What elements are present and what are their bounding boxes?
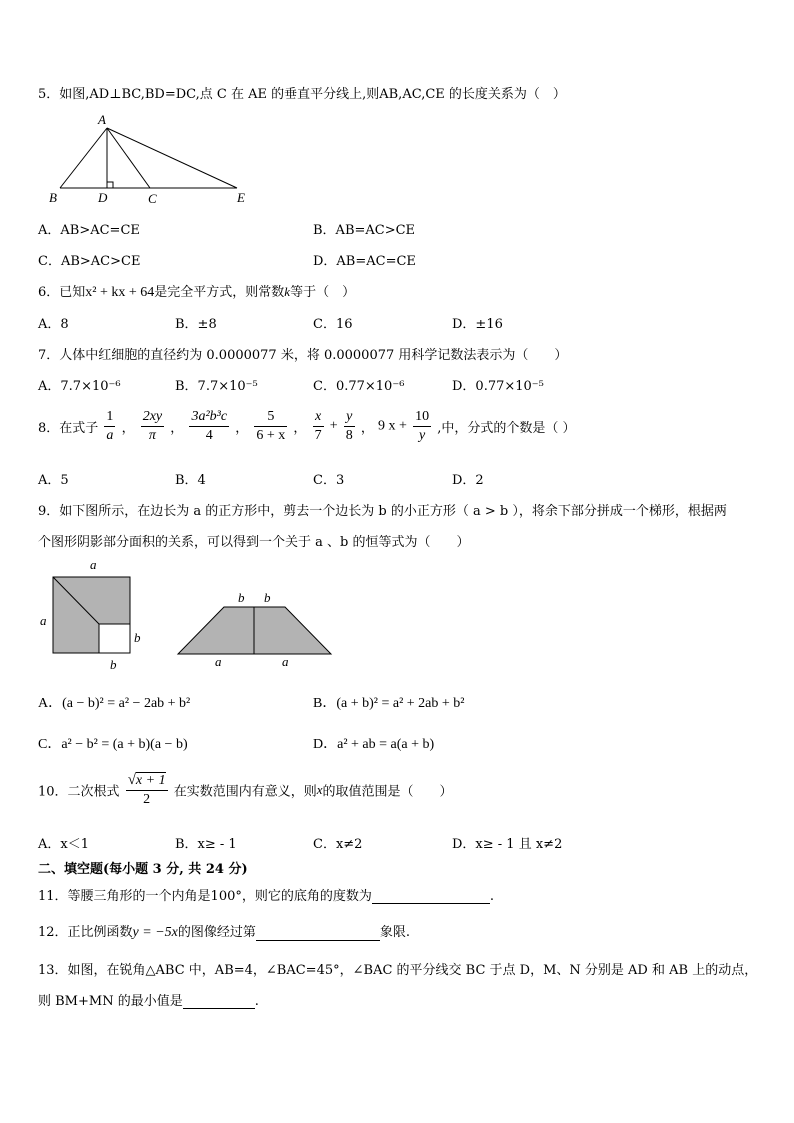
q6-option-c[interactable]: C．16	[313, 317, 353, 332]
q8-fraction-4: $\frac{5}{6 + x}$	[256, 409, 286, 443]
q10-pre: 10．二次根式	[38, 784, 120, 800]
q12-answer-blank[interactable]	[256, 926, 380, 941]
q8-plus: +	[329, 418, 338, 434]
q13-stem-line2	[38, 990, 259, 1009]
q10-post: 在实数范围内有意义，则	[173, 784, 317, 800]
q8-stem	[38, 408, 576, 445]
q9-stem-line2: 个图形阴影部分面积的关系，可以得到一个关于 a 、b 的恒等式为（ ）	[38, 535, 470, 550]
q11-stem	[38, 885, 494, 904]
q8-fraction-1: $\frac{1}{a}$	[106, 409, 114, 443]
q9-option-b[interactable]: B．(a + b)² = a² + 2ab + b²	[313, 696, 465, 711]
q13-stem-line1: 13．如图，在锐角△ABC 中，AB=4，∠BAC=45°，∠BAC 的平分线交 BC 于点 D，M、N 分别是 AD 和 AB 上的动点，	[38, 963, 758, 978]
q9-label-b-bottom: b	[110, 657, 117, 672]
q8-option-c[interactable]: C．3	[313, 473, 345, 488]
q12-stem	[38, 921, 410, 941]
q8-sep: ，	[121, 421, 135, 436]
q5-option-b[interactable]: B．AB=AC>CE	[313, 223, 416, 238]
q8-pre: 8．在式子	[38, 421, 99, 436]
q8-fraction-2: $\frac{2xy}{\pi}$	[142, 409, 163, 443]
q7-stem: 7．人体中红细胞的直径约为 0.0000077 米，将 0.0000077 用科学记数法表示为（ ）	[38, 348, 568, 363]
q5-stem: 5．如图,AD⊥BC,BD=DC,点 C 在 AE 的垂直平分线上,则AB,AC,CE 的长度关系为（ ）	[38, 87, 566, 102]
q10-option-c[interactable]: C．x≠2	[313, 837, 363, 852]
q6-k: k	[284, 284, 291, 299]
q6-stem	[38, 281, 355, 301]
q11-end: .	[489, 889, 494, 904]
q6-option-b[interactable]: B．±8	[175, 317, 217, 332]
q12-pre: 12．正比例函数	[38, 925, 133, 940]
q8-fraction-3: $\frac{\text{3a²b³c}}{4}$	[191, 409, 228, 443]
q9-label-a-top: a	[90, 557, 97, 572]
q5-option-a[interactable]: A．AB>AC=CE	[38, 223, 140, 238]
q6-pre: 6．已知	[38, 285, 86, 300]
q13-end: .	[254, 994, 259, 1009]
q6-expression: x² + kx + 64	[85, 285, 155, 300]
q7-option-d[interactable]: D．0.77×10⁻⁵	[452, 379, 544, 394]
q9-option-a[interactable]: A．(a − b)² = a² − 2ab + b²	[38, 696, 191, 711]
q7-option-c[interactable]: C．0.77×10⁻⁶	[313, 379, 405, 394]
q12-end: 象限.	[379, 925, 411, 940]
q8-fraction-5a: $\frac{x}{7}$	[314, 409, 322, 443]
q8-post: ,中，分式的个数是（ ）	[437, 421, 576, 436]
q7-option-b[interactable]: B．7.7×10⁻⁵	[175, 379, 258, 394]
q8-fraction-5b: $\frac{y}{8}$	[345, 409, 353, 443]
q6-option-a[interactable]: A．8	[38, 317, 69, 332]
q10-stem	[38, 771, 453, 809]
q11-text: 11．等腰三角形的一个内角是100°，则它的底角的度数为	[38, 889, 372, 904]
q8-sep: ，	[235, 421, 249, 436]
q10-radical-fraction: $\frac{√x + 1}{2}$	[127, 772, 166, 807]
q8-fraction-6: $\frac{10}{y}$	[415, 409, 430, 443]
q6-post: 等于（ ）	[290, 285, 356, 300]
q9-label-a-trap-2: a	[282, 654, 289, 669]
q8-option-b[interactable]: B．4	[175, 473, 206, 488]
q5-label-d: D	[98, 190, 108, 205]
q5-label-a: A	[98, 112, 106, 127]
q9-label-b-trap-2: b	[264, 590, 271, 605]
q12-expression: y = −5x	[132, 925, 178, 940]
q8-option-a[interactable]: A．5	[38, 473, 69, 488]
q10-x: x	[316, 782, 323, 797]
q5-label-e: E	[237, 190, 245, 205]
q10-option-a[interactable]: A．x＜1	[38, 837, 89, 852]
q10-option-b[interactable]: B．x≥ - 1	[175, 837, 237, 852]
q5-label-b: B	[49, 190, 57, 205]
q5-label-c: C	[148, 191, 157, 206]
q13-answer-blank[interactable]	[183, 994, 255, 1009]
q5-option-c[interactable]: C．AB>AC>CE	[38, 254, 141, 269]
q9-option-c[interactable]: C．a² − b² = (a + b)(a − b)	[38, 737, 188, 752]
q9-label-b-right: b	[134, 630, 141, 645]
q12-post: 的图像经过第	[177, 925, 256, 940]
q10-option-d[interactable]: D．x≥ - 1 且 x≠2	[452, 837, 563, 852]
q11-answer-blank[interactable]	[372, 889, 490, 904]
q9-stem-line1: 9．如下图所示，在边长为 a 的正方形中，剪去一个边长为 b 的小正方形（ a > b ），将余下部分拼成一个梯形，根据两	[38, 504, 727, 519]
q9-label-a-left: a	[40, 613, 47, 628]
q8-sep: ，	[293, 421, 307, 436]
q9-label-b-trap-1: b	[238, 590, 245, 605]
q8-sep: ，	[360, 421, 374, 436]
q8-option-d[interactable]: D．2	[452, 473, 484, 488]
q9-square-trapezoid-figure	[30, 556, 350, 676]
q5-option-d[interactable]: D．AB=AC=CE	[313, 254, 416, 269]
q5-triangle-figure	[40, 110, 260, 210]
q7-option-a[interactable]: A．7.7×10⁻⁶	[38, 379, 121, 394]
q13-text: 则 BM+MN 的最小值是	[38, 994, 183, 1009]
q10-post2: 的取值范围是（ ）	[322, 784, 453, 800]
section-heading-fill-in: 二、填空题(每小题 3 分, 共 24 分)	[38, 862, 248, 877]
q9-label-a-trap-1: a	[215, 654, 222, 669]
q8-sep: ，	[170, 421, 184, 436]
q6-mid: 是完全平方式，则常数	[154, 285, 285, 300]
q9-option-d[interactable]: D．a² + ab = a(a + b)	[313, 737, 435, 752]
q8-term6: 9 x +	[378, 418, 407, 434]
q6-option-d[interactable]: D．±16	[452, 317, 503, 332]
